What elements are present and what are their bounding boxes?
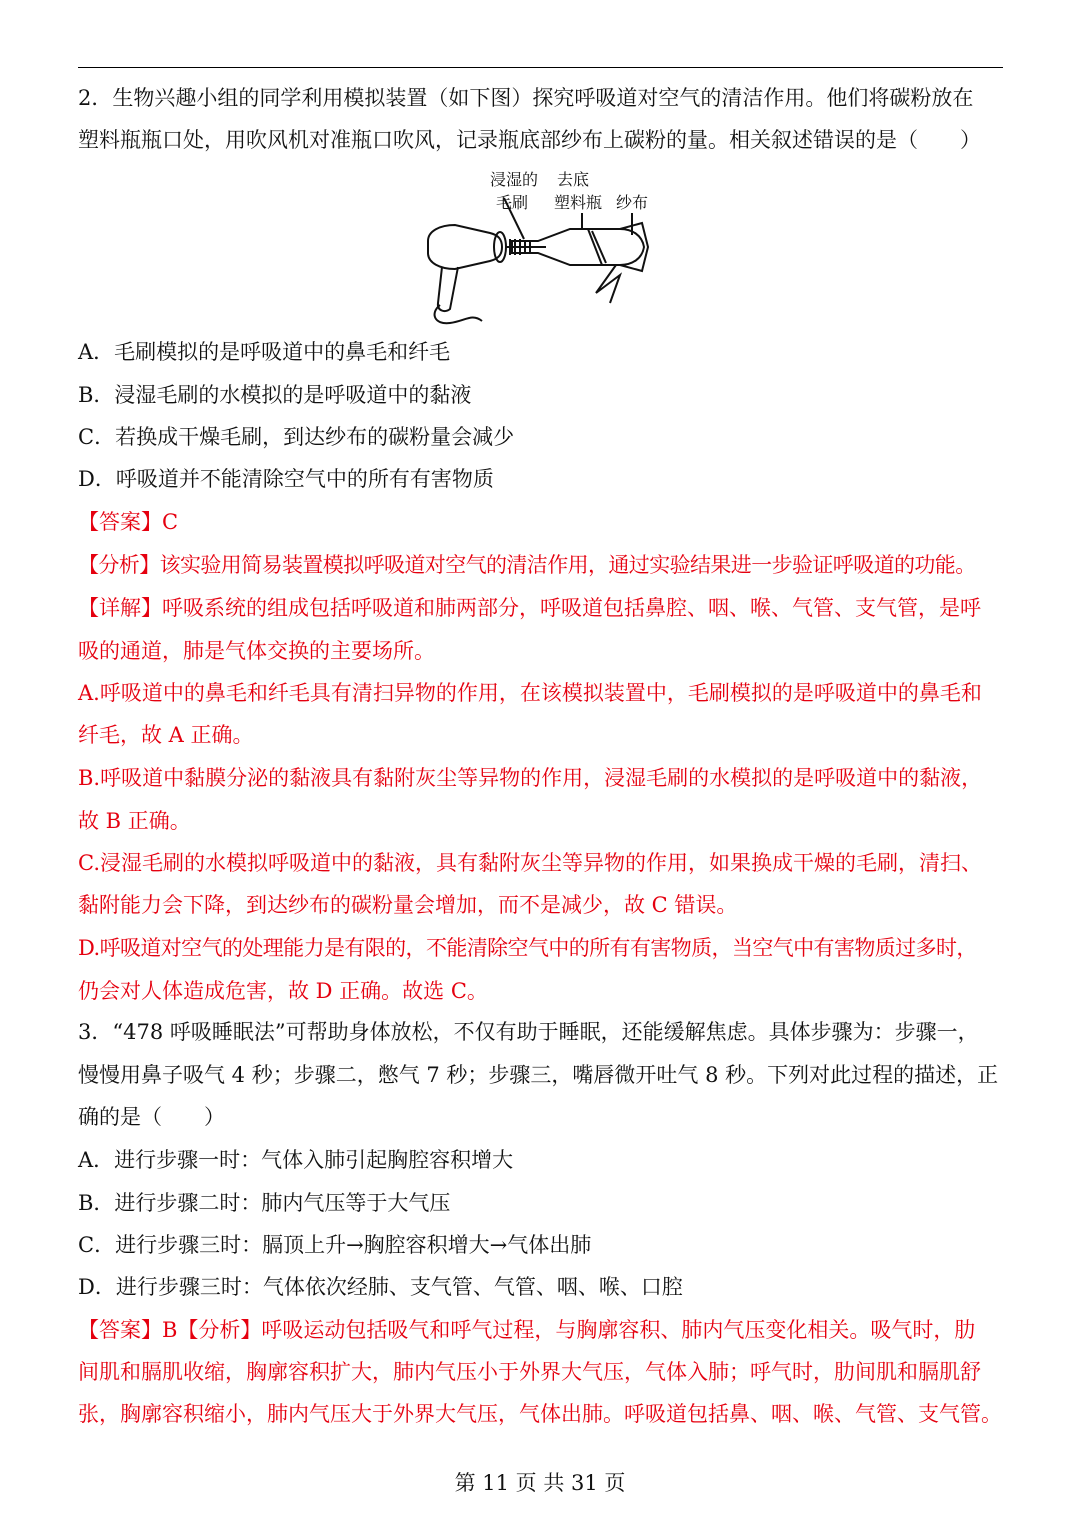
q2-option-c: C．若换成干燥毛刷，到达纱布的碳粉量会减少 <box>78 425 515 449</box>
label-bottle-2: 塑料瓶 <box>554 193 603 212</box>
q2-detail-line: B.呼吸道中黏膜分泌的黏液具有黏附灰尘等异物的作用，浸湿毛刷的水模拟的是呼吸道中的黏液， <box>78 766 983 790</box>
q3-option-c: C．进行步骤三时：膈顶上升→胸腔容积增大→气体出肺 <box>78 1233 592 1257</box>
q3-option-b: B．进行步骤二时：肺内气压等于大气压 <box>78 1191 451 1215</box>
q2-option-a: A．毛刷模拟的是呼吸道中的鼻毛和纤毛 <box>78 340 451 364</box>
hair-dryer-icon <box>428 225 506 323</box>
q2-stem-line-2: 塑料瓶瓶口处，用吹风机对准瓶口吹风，记录瓶底部纱布上碳粉的量。相关叙述错误的是（ ） <box>78 128 981 152</box>
q2-detail-line: 吸的通道，肺是气体交换的主要场所。 <box>78 639 435 663</box>
q2-option-d: D．呼吸道并不能清除空气中的所有有害物质 <box>78 467 494 491</box>
q3-stem-line: 3．“478 呼吸睡眠法”可帮助身体放松，不仅有助于睡眠，还能缓解焦虑。具体步骤为：步骤一， <box>78 1020 979 1044</box>
label-bottle-1: 去底 <box>557 170 590 189</box>
q3-stem-line: 确的是（ ） <box>78 1105 225 1129</box>
q2-stem-line-1: 2．生物兴趣小组的同学利用模拟装置（如下图）探究呼吸道对空气的清洁作用。他们将碳粉放在 <box>78 86 974 110</box>
label-brush-1: 浸湿的 <box>490 170 539 189</box>
q3-stem-line: 慢慢用鼻子吸气 4 秒；步骤二，憋气 7 秒；步骤三，嘴唇微开吐气 8 秒。下列对此过程的描述，正 <box>78 1063 999 1087</box>
q2-detail-line: D.呼吸道对空气的处理能力是有限的，不能清除空气中的所有有害物质，当空气中有害物质过多时， <box>78 936 977 960</box>
label-gauze: 纱布 <box>616 193 649 212</box>
label-brush-2: 毛刷 <box>496 193 529 212</box>
q2-detail-line: C.浸湿毛刷的水模拟呼吸道中的黏液，具有黏附灰尘等异物的作用，如果换成干燥的毛刷，清扫、 <box>78 851 982 875</box>
q3-option-a: A．进行步骤一时：气体入肺引起胸腔容积增大 <box>78 1148 514 1172</box>
q2-detail-line: 黏附能力会下降，到达纱布的碳粉量会增加，而不是减少，故 C 错误。 <box>78 893 738 917</box>
q2-detail-line: 仍会对人体造成危害，故 D 正确。故选 C。 <box>78 979 488 1003</box>
header-rule <box>78 67 1003 68</box>
q2-detail-line: 故 B 正确。 <box>78 809 191 833</box>
q3-answer-analysis-line: 张，胸廓容积缩小，肺内气压大于外界大气压，气体出肺。呼吸道包括鼻、咽、喉、气管、支气管。 <box>78 1402 1002 1426</box>
q3-answer-analysis-line: 【答案】B【分析】呼吸运动包括吸气和呼气过程，与胸廓容积、肺内气压变化相关。吸气时，肋 <box>78 1318 976 1342</box>
q3-answer-analysis-line: 间肌和膈肌收缩，胸廓容积扩大，肺内气压小于外界大气压，气体入肺；呼气时，肋间肌和膈肌舒 <box>78 1360 981 1384</box>
experiment-figure <box>420 163 660 331</box>
q2-answer: 【答案】C <box>78 510 179 534</box>
q2-detail-line: 【详解】呼吸系统的组成包括呼吸道和肺两部分，呼吸道包括鼻腔、咽、喉、气管、支气管，是呼 <box>78 596 981 620</box>
q3-option-d: D．进行步骤三时：气体依次经肺、支气管、气管、咽、喉、口腔 <box>78 1275 683 1299</box>
q2-detail-line: A.呼吸道中的鼻毛和纤毛具有清扫异物的作用，在该模拟装置中，毛刷模拟的是呼吸道中的鼻毛和 <box>78 681 982 705</box>
gauze-icon <box>596 223 648 303</box>
q2-detail-line: 纤毛，故 A 正确。 <box>78 723 254 747</box>
page-footer: 第 11 页 共 31 页 <box>454 1471 626 1495</box>
q2-analysis: 【分析】该实验用简易装置模拟呼吸道对空气的清洁作用，通过实验结果进一步验证呼吸道的功能。 <box>78 553 976 577</box>
q2-option-b: B．浸湿毛刷的水模拟的是呼吸道中的黏液 <box>78 383 472 407</box>
